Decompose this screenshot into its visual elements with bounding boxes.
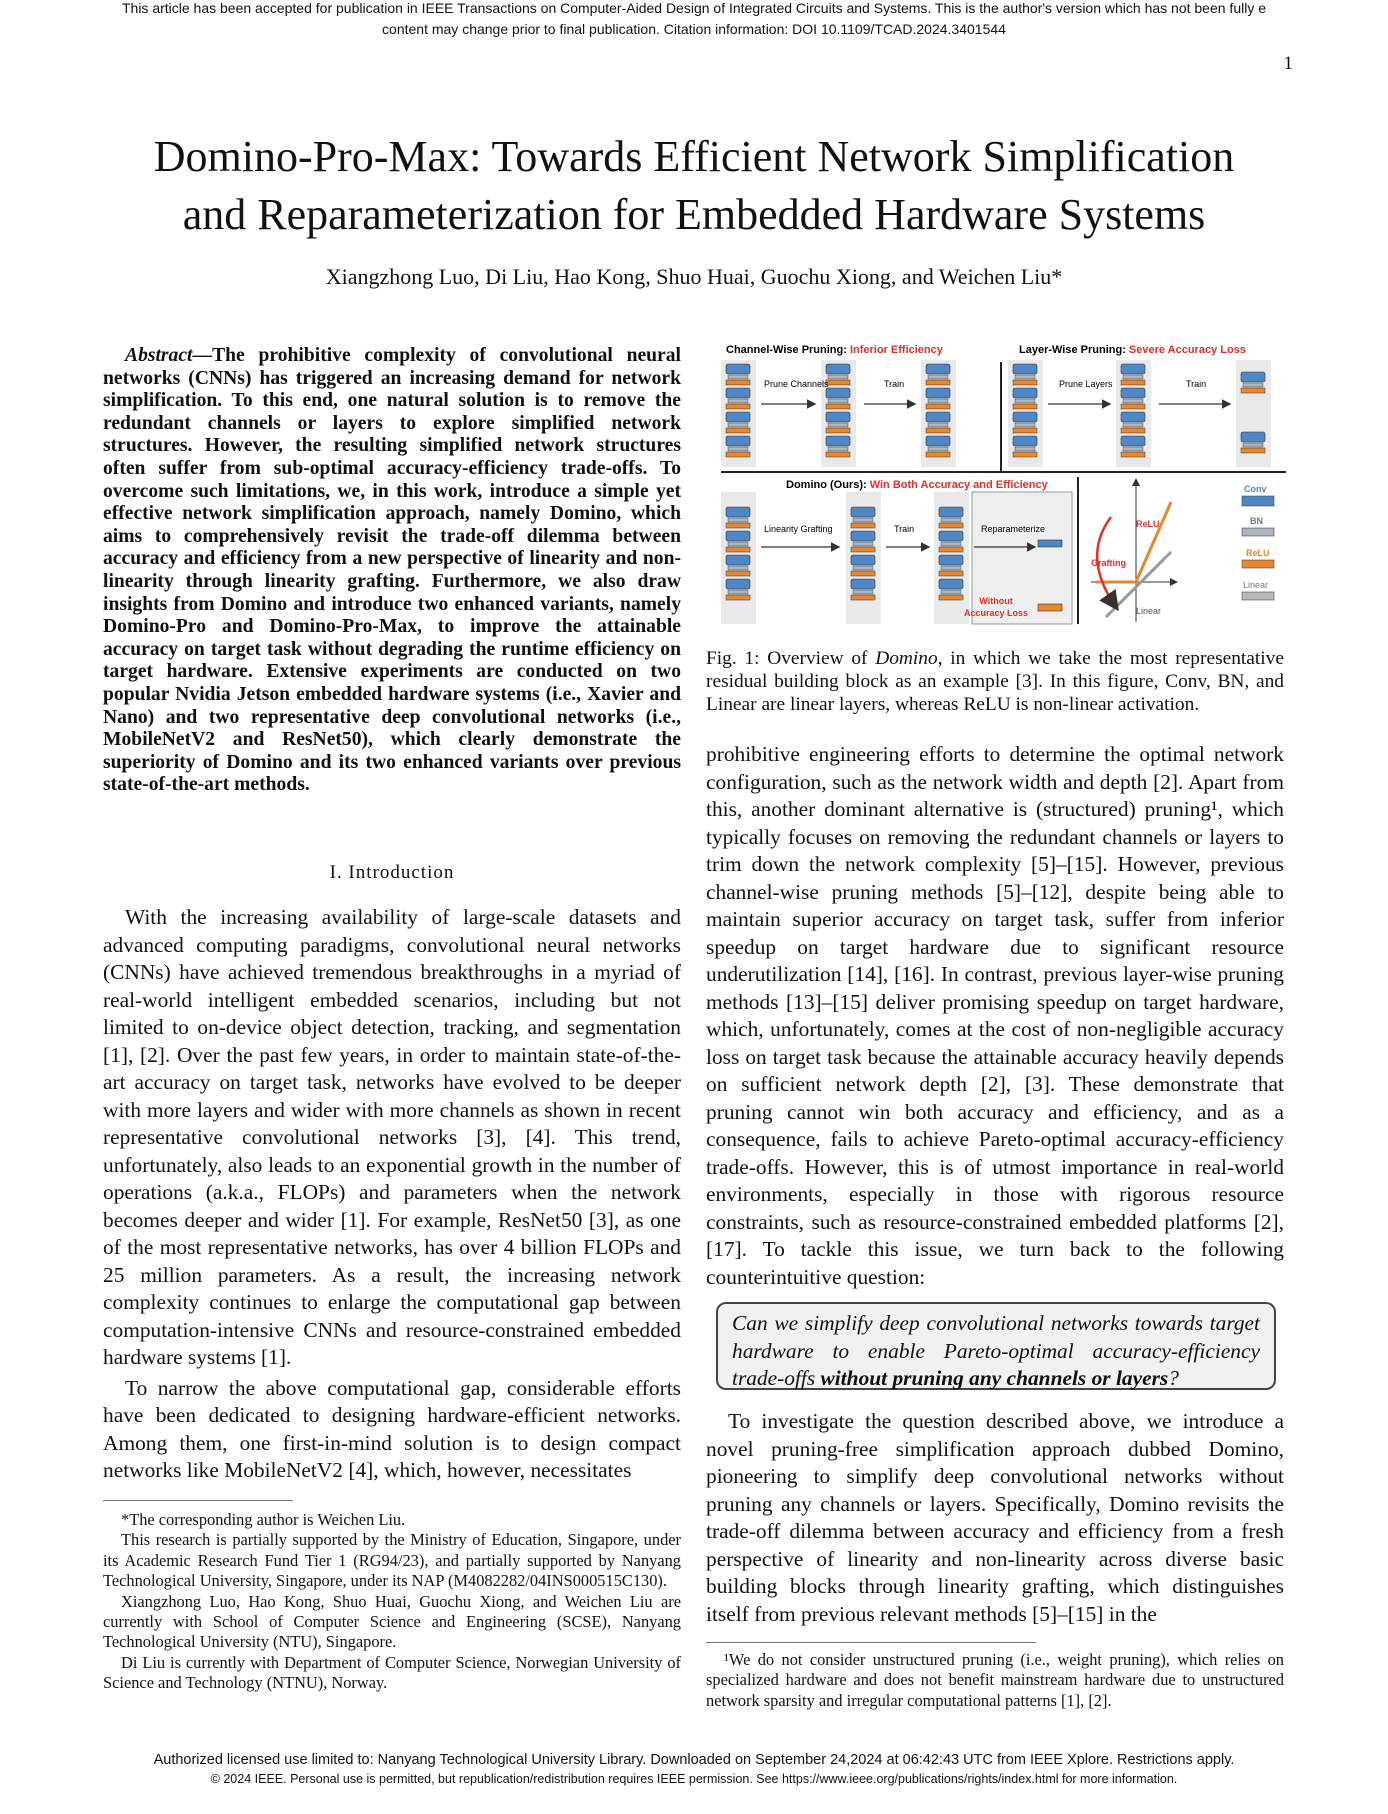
footnotes-left xyxy=(103,1510,681,1694)
title-line-2: and Reparameterization for Embedded Hardware Systems xyxy=(182,190,1206,239)
footnote-right xyxy=(706,1650,1284,1711)
introduction-body xyxy=(103,904,681,1485)
linear-curve-label: Linear xyxy=(1136,606,1162,616)
abstract xyxy=(103,345,681,797)
research-question-box: Can we simplify deep convolutional networks towards target hardware to enable Pareto-optimal accuracy-efficiency trade-offs without pruning any channels or layers? xyxy=(716,1302,1276,1390)
svg-text:BN: BN xyxy=(1250,516,1263,526)
svg-text:Conv: Conv xyxy=(1244,484,1267,494)
train-label-2: Train xyxy=(1186,379,1207,389)
relu-curve-label: ReLU xyxy=(1136,519,1160,529)
paper-title xyxy=(60,128,1328,244)
channel-pruning-panel xyxy=(721,360,956,467)
overview-figure xyxy=(716,342,1290,627)
publication-banner-line1: This article has been accepted for publication in IEEE Transactions on Computer-Aided Design of Integrated Circuits and Systems. This is the author's version which has not been fully e xyxy=(121,0,1266,16)
page-number: 1 xyxy=(1283,53,1293,74)
author-list: Xiangzhong Luo, Di Liu, Hao Kong, Shuo Huai, Guochu Xiong, and Weichen Liu* xyxy=(325,264,1063,289)
right-paragraph-1: prohibitive engineering efforts to determine the optimal network configuration, such as the network width and depth [2]. Apart from this, another dominant alternative is (structured) pruning¹, which typically focuses on removing the redundant channels or layers to trim down the network complexity [5]–[15]. However, previous channel-wise pruning methods [5]–[12], despite being able to maintain superior accuracy on target task, suffer from inferior speedup on target hardware due to significant resource underutilization [14], [16]. In contrast, previous layer-wise pruning methods [13]–[15] deliver promising speedup on target hardware, which, unfortunately, comes at the cost of non-negligible accuracy loss on target task because the attainable accuracy heavily depends on sufficient network depth [2], [3]. These demonstrate that pruning cannot win both accuracy and efficiency, and as a consequence, fails to achieve Pareto-optimal accuracy-efficiency trade-offs. However, this is of utmost importance in real-world environments, especially in those with rigorous resource constraints, such as resource-constrained embedded platforms [2], [17]. To tackle this issue, we turn back to the following counterintuitive question: xyxy=(706,742,1284,1289)
layer-pruning-title: Layer-Wise Pruning: Severe Accuracy Loss xyxy=(1019,344,1246,356)
abstract-text: —The prohibitive complexity of convolutional neural networks (CNNs) has triggered an increasing demand for network simplification. To this end, one natural solution is to remove the redundant channels or layers to explore simplified network structures. However, the resulting simplified network structures often suffer from sub-optimal accuracy-efficiency trade-offs. To overcome such limitations, we, in this work, introduce a simple yet effective network simplification approach, namely Domino, which aims to comprehensively revisit the trade-off dilemma between accuracy and efficiency from a new perspective of linearity and non-linearity through linearity grafting. Furthermore, we also draw insights from Domino and introduce two enhanced variants, namely Domino-Pro and Domino-Pro-Max, to improve the attainable accuracy on target task without degrading the runtime efficiency on target hardware. Extensive experiments are conducted on two popular Nvidia Jetson embedded hardware systems (i.e., Xavier and Nano) and two representative deep convolutional networks (i.e., MobileNetV2 and ResNet50), which clearly demonstrate the superiority of Domino and its two enhanced variants over previous state-of-the-art methods. xyxy=(103,345,681,796)
train-label-3: Train xyxy=(894,524,915,534)
prune-channels-label: Prune Channels xyxy=(764,379,829,389)
train-label-1: Train xyxy=(884,379,905,389)
svg-text:Linear: Linear xyxy=(1243,580,1269,590)
right-paragraph-2: To investigate the question described above, we introduce a novel pruning-free simplification approach dubbed Domino, pioneering to simplify deep convolutional networks without pruning any channels or layers. Specifically, Domino revisits the trade-off dilemma between accuracy and efficiency from a fresh perspective of linearity and non-linearity across diverse basic building blocks through linearity grafting, which distinguishes itself from previous relevant methods [5]–[15] in the xyxy=(706,1409,1284,1626)
grafting-graph xyxy=(1091,480,1176,622)
footnote-corresponding: *The corresponding author is Weichen Liu. xyxy=(121,1510,406,1529)
domino-title: Domino (Ours): Win Both Accuracy and Efficiency xyxy=(786,479,1048,491)
right-column-body xyxy=(706,741,1284,1291)
figure-caption: Fig. 1: Overview of Domino, in which we take the most representative residual building block as an example [3]. In this figure, Conv, BN, and Linear are linear layers, whereas ReLU is non-linear activation. xyxy=(706,648,1284,715)
footnote-rule-left xyxy=(103,1500,293,1501)
intro-paragraph-2: To narrow the above computational gap, considerable efforts have been dedicated to designing hardware-efficient networks. Among them, one first-in-mind solution is to design compact networks like MobileNetV2 [4], which, however, necessitates xyxy=(103,1375,681,1482)
section-heading-introduction: I. Introduction xyxy=(329,862,455,883)
footnote-affiliation-ntnu: Di Liu is currently with Department of Computer Science, Norwegian University of Science and Technology (NTNU), Norway. xyxy=(103,1652,681,1693)
footer-license: Authorized licensed use limited to: Nanyang Technological University Library. Downloaded on September 24,2024 at 06:42:43 UTC from IEEE Xplore. Restrictions apply. xyxy=(153,1752,1235,1768)
footer-copyright: © 2024 IEEE. Personal use is permitted, but republication/redistribution requires IEEE permission. See https://www.ieee.org/publications/rights/index.html for more information. xyxy=(210,1772,1178,1786)
reparameterize-label: Reparameterize xyxy=(981,524,1046,534)
domino-panel xyxy=(721,492,1072,624)
prune-layers-label: Prune Layers xyxy=(1059,379,1113,389)
accuracy-loss-label: Accuracy Loss xyxy=(963,608,1029,618)
without-label: Without xyxy=(979,596,1013,606)
grafting-label: Grafting xyxy=(1091,558,1126,568)
right-column-body-2 xyxy=(706,1408,1284,1628)
publication-banner-line2: content may change prior to final publication. Citation information: DOI 10.1109/TCAD.2024.3401544 xyxy=(382,21,1006,37)
footnote-rule-right xyxy=(706,1642,1036,1643)
linearity-grafting-label: Linearity Grafting xyxy=(764,524,833,534)
channel-pruning-title: Channel-Wise Pruning: Inferior Efficiency xyxy=(726,344,943,356)
svg-text:ReLU: ReLU xyxy=(1246,548,1270,558)
footnote-funding: This research is partially supported by the Ministry of Education, Singapore, under its Academic Research Fund Tier 1 (RG94/23), and partially supported by Nanyang Technological University, Singapore, under its NAP (M4082282/04INS000515C130). xyxy=(103,1530,681,1591)
footnote-affiliation-ntu: Xiangzhong Luo, Hao Kong, Shuo Huai, Guochu Xiong, and Weichen Liu are currently with School of Computer Science and Engineering (SCSE), Nanyang Technological University (NTU), Singapore. xyxy=(103,1591,681,1652)
abstract-label: Abstract xyxy=(125,345,193,366)
footnote-unstructured-pruning: ¹We do not consider unstructured pruning (i.e., weight pruning), which relies on specialized hardware and does not benefit mainstream hardware due to unstructured network sparsity and irregular computational patterns [1], [2]. xyxy=(706,1650,1284,1710)
intro-paragraph-1: With the increasing availability of large-scale datasets and advanced computing paradigms, convolutional neural networks (CNNs) have achieved tremendous breakthroughs in a myriad of real-world intelligent embedded scenarios, including but not limited to on-device object detection, tracking, and segmentation [1], [2]. Over the past few years, in order to maintain state-of-the-art accuracy on target task, networks have evolved to be deeper with more layers and wider with more channels as shown in recent representative convolutional networks [3], [4]. This trend, unfortunately, also leads to an exponential growth in the number of operations (a.k.a., FLOPs) and parameters when the network becomes deeper and wider [1]. For example, ResNet50 [3], as one of the most representative networks, has over 4 billion FLOPs and 25 million parameters. As a result, the increasing network complexity continues to enlarge the computational gap between computation-intensive CNNs and resource-constrained embedded hardware systems [1]. xyxy=(103,905,681,1369)
layer-pruning-panel xyxy=(1008,360,1271,467)
title-line-1: Domino-Pro-Max: Towards Efficient Network Simplification xyxy=(153,132,1235,181)
figure-legend xyxy=(1242,484,1274,600)
